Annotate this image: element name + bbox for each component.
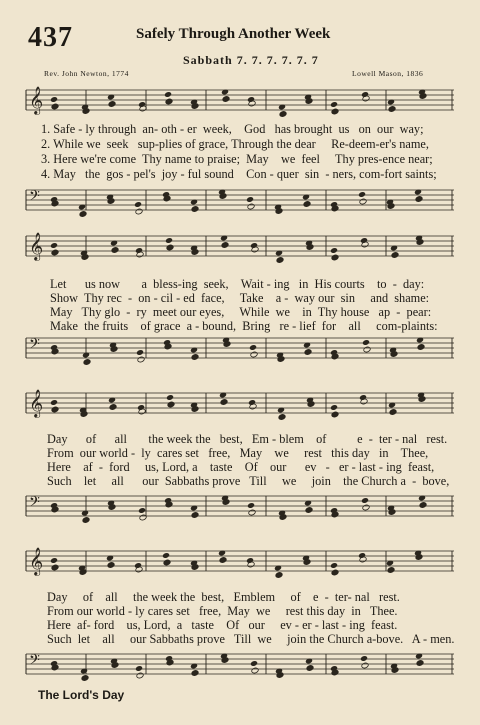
bass-staff — [26, 328, 456, 368]
lyric-verse-2: 2. While we seek sup-plies of grace, Through the dear Re-deem-er's name, — [41, 137, 429, 151]
note-head — [360, 237, 368, 244]
note-head — [250, 660, 258, 667]
note-head — [135, 208, 143, 215]
bass-staff — [26, 644, 456, 684]
note-head — [221, 242, 229, 249]
note-head — [79, 211, 87, 218]
note-head — [166, 394, 174, 401]
treble-staff — [26, 226, 456, 272]
lyric-verse-1: Day of all the week the best, Em - blem of e - ter - nal rest. — [47, 432, 448, 446]
note-head — [331, 411, 339, 418]
treble-clef-icon: 𝄞 — [29, 547, 44, 575]
note-head — [359, 198, 367, 205]
note-head — [165, 98, 173, 105]
note-head — [250, 242, 258, 249]
lyric-verse-3: May Thy glo - ry meet our eyes, While we in Thy house ap - pear: — [50, 305, 432, 319]
lyric-verse-1: 1. Safe - ly through an- oth - er week, God has brought us on our way; — [41, 122, 424, 136]
note-head — [247, 203, 255, 210]
note-head — [278, 414, 286, 421]
note-head — [220, 399, 228, 406]
note-head — [358, 552, 366, 559]
bass-clef-icon: 𝄢 — [29, 336, 40, 356]
note-head — [51, 249, 59, 256]
note-head — [330, 562, 338, 569]
note-head — [416, 660, 424, 667]
note-head — [139, 514, 147, 521]
lyric-verse-3: 3. Here we're come Thy name to praise; May we feel Thy pres-ence near; — [41, 152, 433, 166]
note-head — [108, 101, 116, 108]
note-head — [306, 665, 314, 672]
note-head — [419, 502, 427, 509]
note-head — [360, 655, 368, 662]
note-head — [136, 349, 144, 356]
hymn-number: 437 — [28, 22, 73, 53]
note-head — [136, 672, 144, 679]
note-head — [361, 662, 369, 669]
treble-staff — [26, 541, 456, 587]
note-head — [276, 257, 284, 264]
note-head — [331, 108, 339, 115]
hymn-meter: Sabbath 7. 7. 7. 7. 7. 7 — [183, 53, 319, 67]
note-head — [330, 101, 338, 108]
note-head — [137, 356, 145, 363]
note-head — [387, 567, 395, 574]
note-head — [137, 404, 145, 411]
note-head — [304, 349, 312, 356]
note-head — [247, 96, 255, 103]
note-head — [250, 351, 258, 358]
note-head — [246, 557, 254, 564]
treble-staff — [26, 383, 456, 429]
note-head — [135, 665, 143, 672]
note-head — [222, 96, 230, 103]
note-head — [162, 552, 170, 559]
note-head — [361, 91, 369, 98]
note-head — [415, 196, 423, 203]
note-head — [191, 670, 199, 677]
treble-clef-icon: 𝄞 — [29, 86, 44, 114]
note-head — [51, 564, 59, 571]
bass-clef-icon: 𝄢 — [29, 652, 40, 672]
note-head — [251, 667, 259, 674]
note-head — [111, 247, 119, 254]
note-head — [109, 404, 117, 411]
note-head — [246, 196, 254, 203]
bass-staff — [26, 486, 456, 526]
bass-clef-icon: 𝄢 — [29, 494, 40, 514]
note-head — [167, 401, 175, 408]
note-head — [163, 559, 171, 566]
note-head — [50, 557, 58, 564]
note-head — [83, 359, 91, 366]
lyric-verse-4: Such let all our Sabbaths prove Till we join the Church a-bove. A - men. — [47, 632, 455, 646]
note-head — [331, 569, 339, 576]
note-head — [50, 399, 58, 406]
hymn-title: Safely Through Another Week — [136, 26, 331, 42]
note-head — [330, 247, 338, 254]
section-footer: The Lord's Day — [38, 688, 125, 702]
bass-clef-icon: 𝄢 — [29, 188, 40, 208]
note-head — [247, 502, 255, 509]
note-head — [331, 254, 339, 261]
lyric-verse-4: Such let all our Sabbaths prove Till we join the Church a - bove, — [47, 474, 450, 488]
hymn-author: Rev. John Newton, 1774 — [44, 69, 129, 78]
note-head — [50, 242, 58, 249]
note-head — [361, 497, 369, 504]
note-head — [51, 103, 59, 110]
note-head — [388, 106, 396, 113]
lyric-verse-2: From our world - ly cares set free, May we rest this day in Thee. — [47, 604, 398, 618]
lyric-verse-1: Day of all the week the best, Emblem of e - ter- nal rest. — [47, 590, 400, 604]
note-head — [248, 399, 256, 406]
note-head — [303, 201, 311, 208]
lyric-verse-2: From our world - ly cares set free, May we rest this day in Thee, — [47, 446, 429, 460]
note-head — [191, 512, 199, 519]
note-head — [134, 562, 142, 569]
lyric-verse-1: Let us now a bless-ing seek, Wait - ing in His courts to - day: — [50, 277, 425, 291]
note-head — [305, 507, 313, 514]
note-head — [50, 96, 58, 103]
note-head — [249, 344, 257, 351]
lyric-verse-3: Here af- ford us, Lord, a taste Of our ev - er - last - ing feast. — [47, 618, 398, 632]
note-head — [389, 409, 397, 416]
note-head — [191, 206, 199, 213]
note-head — [134, 201, 142, 208]
note-head — [330, 404, 338, 411]
note-head — [51, 406, 59, 413]
note-head — [164, 91, 172, 98]
note-head — [358, 191, 366, 198]
note-head — [191, 354, 199, 361]
note-head — [359, 394, 367, 401]
treble-clef-icon: 𝄞 — [29, 389, 44, 417]
note-head — [362, 504, 370, 511]
treble-clef-icon: 𝄞 — [29, 232, 44, 260]
note-head — [165, 237, 173, 244]
note-head — [138, 101, 146, 108]
note-head — [248, 509, 256, 516]
note-head — [138, 507, 146, 514]
note-head — [391, 252, 399, 259]
hymn-composer: Lowell Mason, 1836 — [352, 69, 424, 78]
lyric-verse-2: Show Thy rec - on - cil - ed face, Take a - way our sin and shame: — [50, 291, 430, 305]
lyric-verse-4: Make the fruits of grace a - bound, Bring re - lief for all com-plaints: — [50, 319, 438, 333]
note-head — [417, 344, 425, 351]
note-head — [362, 339, 370, 346]
treble-staff — [26, 80, 456, 126]
lyric-verse-3: Here af - ford us, Lord, a taste Of our ev - er - last - ing feast, — [47, 460, 435, 474]
lyric-verse-4: 4. May the gos - pel's joy - ful sound Con - quer sin - ners, com-fort saints; — [41, 167, 437, 181]
note-head — [275, 572, 283, 579]
note-head — [279, 111, 287, 118]
note-head — [135, 247, 143, 254]
note-head — [166, 244, 174, 251]
bass-staff — [26, 180, 456, 220]
note-head — [107, 562, 115, 569]
note-head — [81, 675, 89, 682]
note-head — [363, 346, 371, 353]
note-head — [82, 517, 90, 524]
note-head — [219, 557, 227, 564]
